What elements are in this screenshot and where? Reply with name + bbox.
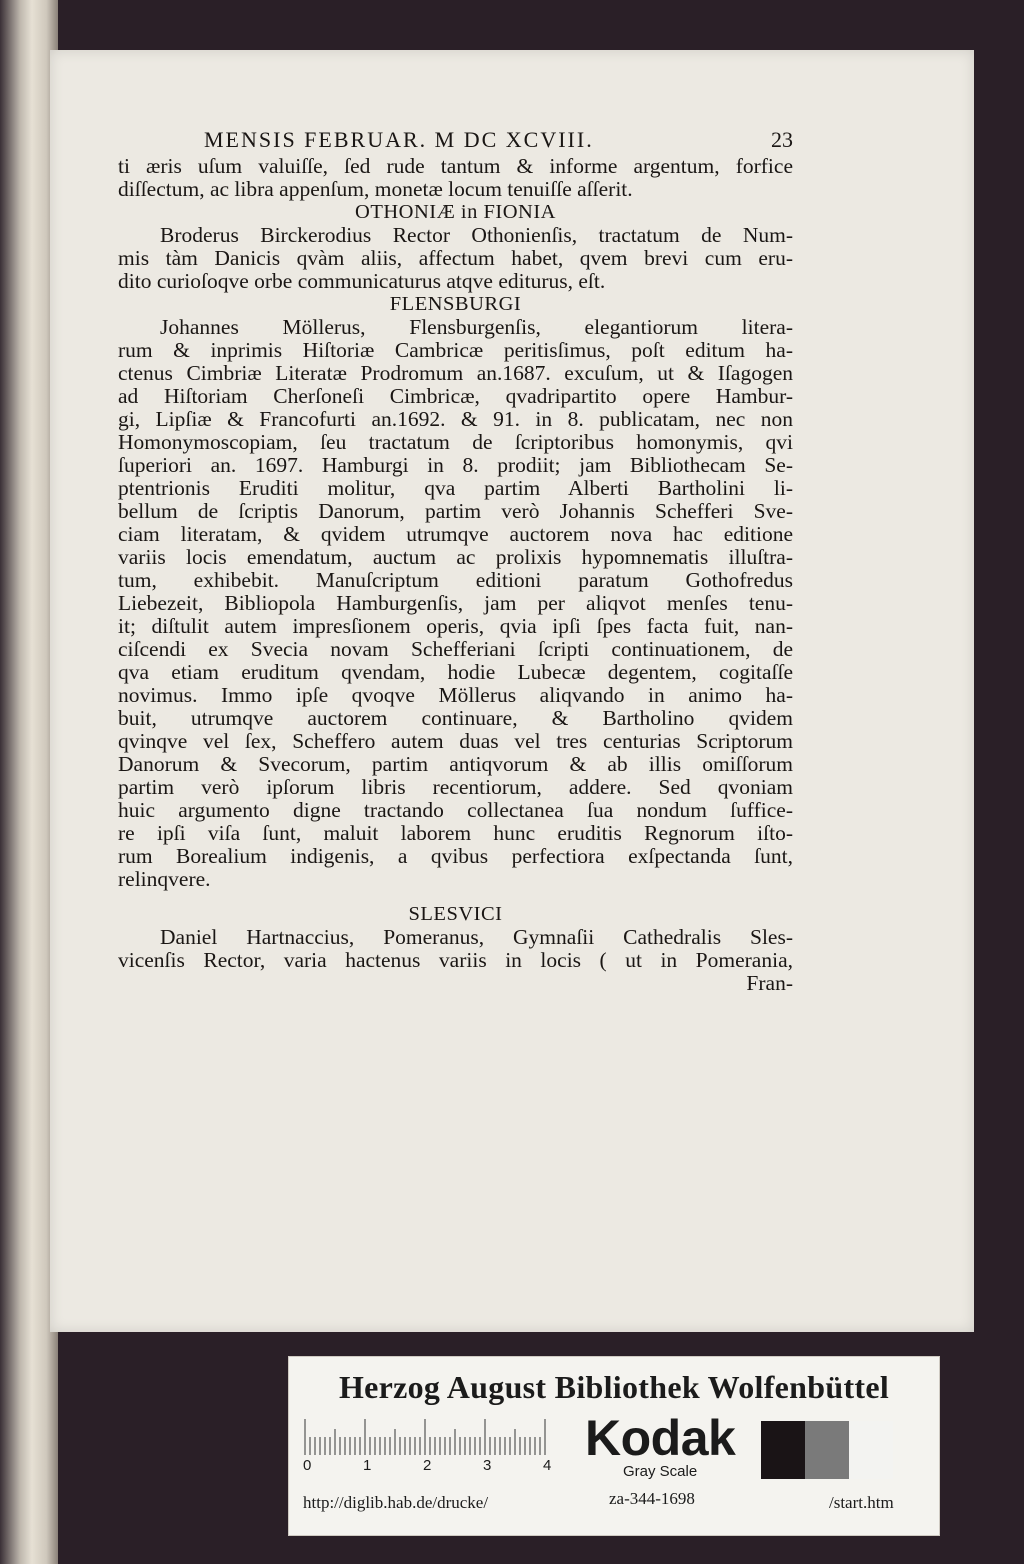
text-line: rum Borealium indigenis, a qvibus perfectiora exſpectanda ſunt, <box>118 844 793 868</box>
library-name: Herzog August Bibliothek Wolfenbüttel <box>338 1369 890 1405</box>
text-line: gi, Lipſiæ & Francofurti an.1692. & 91. in 8. publicatam, nec non <box>118 407 793 431</box>
running-head-title: MENSIS FEBRUAR. M DC XCVIII. <box>204 127 594 152</box>
text-line: novimus. Immo ipſe qvoqve Möllerus aliqvando in animo ha- <box>118 683 793 707</box>
section-heading: OTHONIÆ in FIONIA <box>355 201 556 223</box>
text-line: Daniel Hartnaccius, Pomeranus, Gymnaſii Cathedralis Sles- <box>160 925 793 949</box>
text-line: relinqvere. <box>118 867 211 891</box>
text-line: it; diſtulit autem impresſionem operis, qvia ipſi ſpes facta fuit, nan- <box>118 614 793 638</box>
text-line: tum, exhibebit. Manuſcriptum editioni paratum Gothofredus <box>118 568 793 592</box>
gray-patch-light <box>849 1421 893 1479</box>
text-line: Johannes Möllerus, Flensburgenſis, elegantiorum litera- <box>160 315 793 339</box>
page-text <box>118 128 793 995</box>
text-line: partim verò ipſorum libris recentiorum, addere. Sed qvoniam <box>118 775 793 799</box>
scale-number: 3 <box>483 1457 492 1474</box>
section-heading: SLESVICI <box>408 903 503 925</box>
text-line: ad Hiſtoriam Cherſoneſi Cimbricæ, qvadripartito opere Hambur- <box>118 384 793 408</box>
text-line: bellum de ſcriptis Danorum, partim verò Johannis Schefferi Sve- <box>118 499 793 523</box>
text-line: ptentrionis Eruditi molitur, qva partim Alberti Bartholini li- <box>118 476 793 500</box>
scale-numbers <box>303 1457 557 1477</box>
scale-number: 1 <box>363 1457 372 1474</box>
kodak-logo: Kodak <box>585 1410 736 1466</box>
text-line: Fran- <box>746 971 793 995</box>
text-line: ciſcendi ex Svecia novam Schefferiani ſcripti continuationem, de <box>118 637 793 661</box>
text-line: buit, utrumqve auctorem continuare, & Bartholino qvidem <box>118 706 793 730</box>
ruler-ticks <box>303 1417 557 1457</box>
text-line: vicenſis Rector, varia hactenus variis in locis ( ut in Pomerania, <box>118 948 793 972</box>
gray-scale-patches <box>761 1421 893 1479</box>
text-line: mis tàm Danicis qvàm aliis, affectum habet, qvem brevi cum eru- <box>118 246 793 270</box>
gray-scale-label: Gray Scale <box>623 1463 698 1480</box>
scale-number: 0 <box>303 1457 312 1474</box>
text-line: rum & inprimis Hiſtoriæ Cambricæ peritisſimus, poſt editum ha- <box>118 338 793 362</box>
page-number: 23 <box>771 127 793 152</box>
text-line: Homonymoscopiam, ſeu tractatum de ſcriptoribus homonymis, qvi <box>118 430 793 454</box>
text-line: Danorum & Svecorum, partim antiqvorum & ab illis omiſſorum <box>118 752 793 776</box>
text-line: ti æris uſum valuiſſe, ſed rude tantum & informe argentum, forfice <box>118 154 793 178</box>
scale-number: 4 <box>543 1457 552 1474</box>
text-line: dito curioſoqve orbe communicaturus atqve editurus, eſt. <box>118 269 606 293</box>
text-line: Liebezeit, Bibliopola Hamburgenſis, jam per aliqvot menſes tenu- <box>118 591 793 615</box>
gray-patch-dark <box>761 1421 805 1479</box>
shelfmark: za-344-1698 <box>609 1489 695 1508</box>
text-line: ſuperiori an. 1697. Hamburgi in 8. prodiit; jam Bibliothecam Se- <box>118 453 793 477</box>
text-line: re ipſi viſa ſunt, maluit laborem hunc eruditis Regnorum iſto- <box>118 821 793 845</box>
gray-patch-mid <box>805 1421 849 1479</box>
section-heading: FLENSBURGI <box>389 293 522 315</box>
scale-number: 2 <box>423 1457 432 1474</box>
text-line: qvinqve vel ſex, Scheffero autem duas vel tres centurias Scriptorum <box>118 729 793 753</box>
running-head <box>118 128 793 151</box>
start-file: /start.htm <box>829 1493 894 1512</box>
scale-ruler <box>303 1417 557 1457</box>
text-line: ciam literatam, & qvidem utrumqve auctorem nova hac editione <box>118 522 793 546</box>
text-line: ctenus Cimbriæ Literatæ Prodromum an.1687. excuſum, ut & Iſagogen <box>118 361 793 385</box>
text-line: variis locis emendatum, auctum ac prolixis hypomnematis illuſtra- <box>118 545 793 569</box>
text-lines <box>118 155 793 995</box>
text-line: Broderus Birckerodius Rector Othonienſis, tractatum de Num- <box>160 223 793 247</box>
text-line: huic argumento digne tractando collectanea ſua nondum ſuffice- <box>118 798 793 822</box>
library-target-card <box>288 1356 940 1536</box>
text-line: qva etiam eruditum qvendam, hodie Lubecæ degentem, cogitaſſe <box>118 660 793 684</box>
source-url: http://diglib.hab.de/drucke/ <box>303 1493 489 1512</box>
text-line: diſſectum, ac libra appenſum, monetæ locum tenuiſſe aſſerit. <box>118 177 633 201</box>
